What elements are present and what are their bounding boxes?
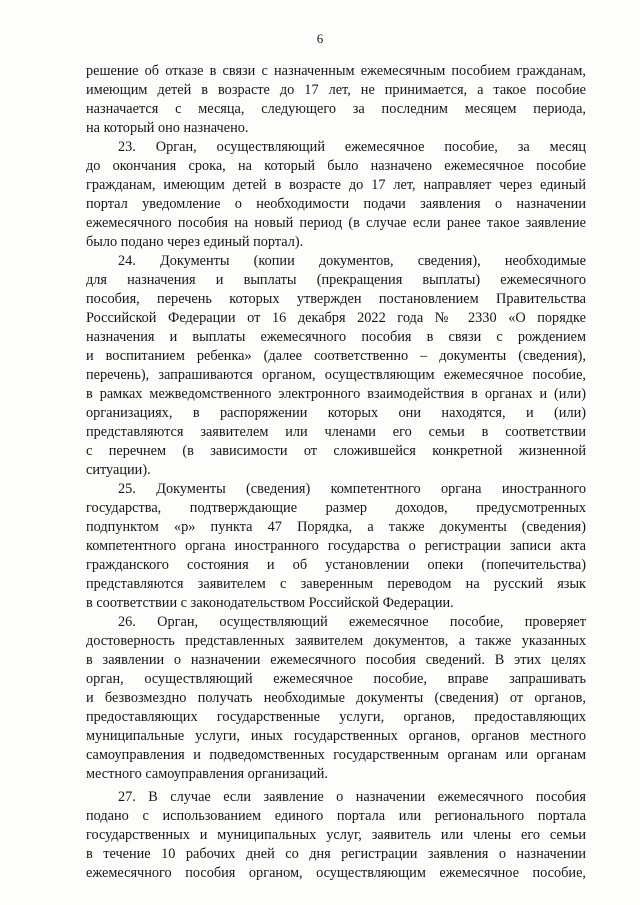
paragraph-26-line: муниципальные услуги, иных государственных органов, органов местного	[86, 728, 586, 744]
paragraph-26-line: самоуправления и подведомственных государственным органам или органам	[86, 747, 586, 763]
paragraph-27-line: 27. В случае если заявление о назначении ежемесячного пособия	[118, 789, 586, 805]
paragraph-25-line: компетентного органа иностранного государства о регистрации записи акта	[86, 538, 586, 554]
paragraph-26-line: орган, осуществляющий ежемесячное пособие, вправе запрашивать	[86, 671, 586, 687]
paragraph-26-line: в заявлении о назначении ежемесячного пособия сведений. В этих целях	[86, 652, 586, 668]
paragraph-24-line: ситуации).	[86, 462, 151, 478]
paragraph-23-line: портал уведомление о необходимости подачи заявления о назначении	[86, 196, 586, 212]
paragraph-25-line: подпунктом «р» пункта 47 Порядка, а также документы (сведения)	[86, 519, 586, 535]
paragraph-25-line: гражданского состояния и об установлении опеки (попечительства)	[86, 557, 586, 573]
paragraph-24-line: для назначения и выплаты (прекращения выплаты) ежемесячного	[86, 272, 586, 288]
paragraph-23-line: до окончания срока, на который было назначено ежемесячное пособие	[86, 158, 586, 174]
paragraph-24-line: 24. Документы (копии документов, сведения), необходимые	[118, 253, 586, 269]
paragraph-24-line: с перечнем (в зависимости от сложившейся конкретной жизненной	[86, 443, 586, 459]
paragraph-26-line: местного самоуправления организаций.	[86, 766, 329, 782]
paragraph-27-line: государственных и муниципальных услуг, заявитель или члены его семьи	[86, 827, 586, 843]
paragraph-25-line: 25. Документы (сведения) компетентного органа иностранного	[118, 481, 586, 497]
paragraph-24-line: организациях, в распоряжении которых они находятся, и (или)	[86, 405, 586, 421]
paragraph-27-line: в течение 10 рабочих дней со дня регистрации заявления о назначении	[86, 846, 586, 862]
paragraph-25-line: в соответствии с законодательством Российской Федерации.	[86, 595, 454, 611]
paragraph-23-line: было подано через единый портал).	[86, 234, 304, 250]
paragraph-24-line: пособия, перечень которых утвержден постановлением Правительства	[86, 291, 586, 307]
paragraph-26-line: и безвозмездно получать необходимые документы (сведения) от органов,	[86, 690, 586, 706]
page-number: 6	[316, 31, 324, 46]
paragraph-24-line: представляются заявителем или членами его семьи в соответствии	[86, 424, 586, 440]
paragraph-26-line: достоверность представленных заявителем документов, а также указанных	[86, 633, 586, 649]
paragraph-26-line: предоставляющих государственные услуги, органов, предоставляющих	[86, 709, 586, 725]
paragraph-26-line: 26. Орган, осуществляющий ежемесячное пособие, проверяет	[118, 614, 586, 630]
paragraph-23-line: ежемесячного пособия на новый период (в случае если ранее такое заявление	[86, 215, 586, 231]
paragraph-24-line: перечень), запрашиваются органом, осуществляющим ежемесячное пособие,	[86, 367, 586, 383]
paragraph-23-line: 23. Орган, осуществляющий ежемесячное пособие, за месяц	[118, 139, 586, 155]
paragraph-24-line: и воспитанием ребенка» (далее соответственно – документы (сведения),	[86, 348, 586, 364]
paragraph-1-line: на который оно назначено.	[86, 120, 249, 136]
paragraph-25-line: представляются заявителем с заверенным переводом на русский язык	[86, 576, 586, 592]
paragraph-1-line: назначается с месяца, следующего за последним месяцем периода,	[86, 101, 586, 117]
paragraph-24-line: Российской Федерации от 16 декабря 2022 года № 2330 «О порядке	[86, 310, 586, 326]
paragraph-1-line: решение об отказе в связи с назначенным ежемесячным пособием гражданам,	[86, 63, 586, 79]
paragraph-1-line: имеющим детей в возрасте до 17 лет, не принимается, а такое пособие	[86, 82, 586, 98]
paragraph-27-line: подано с использованием единого портала или регионального портала	[86, 808, 586, 824]
paragraph-25-line: государства, подтверждающие размер доходов, предусмотренных	[86, 500, 586, 516]
paragraph-27-line: ежемесячного пособия органом, осуществляющим ежемесячное пособие,	[86, 865, 586, 881]
paragraph-24-line: в рамках межведомственного электронного взаимодействия в органах и (или)	[86, 386, 586, 402]
paragraph-23-line: гражданам, имеющим детей в возрасте до 17 лет, направляет через единый	[86, 177, 586, 193]
paragraph-24-line: назначения и выплаты ежемесячного пособия в связи с рождением	[86, 329, 586, 345]
